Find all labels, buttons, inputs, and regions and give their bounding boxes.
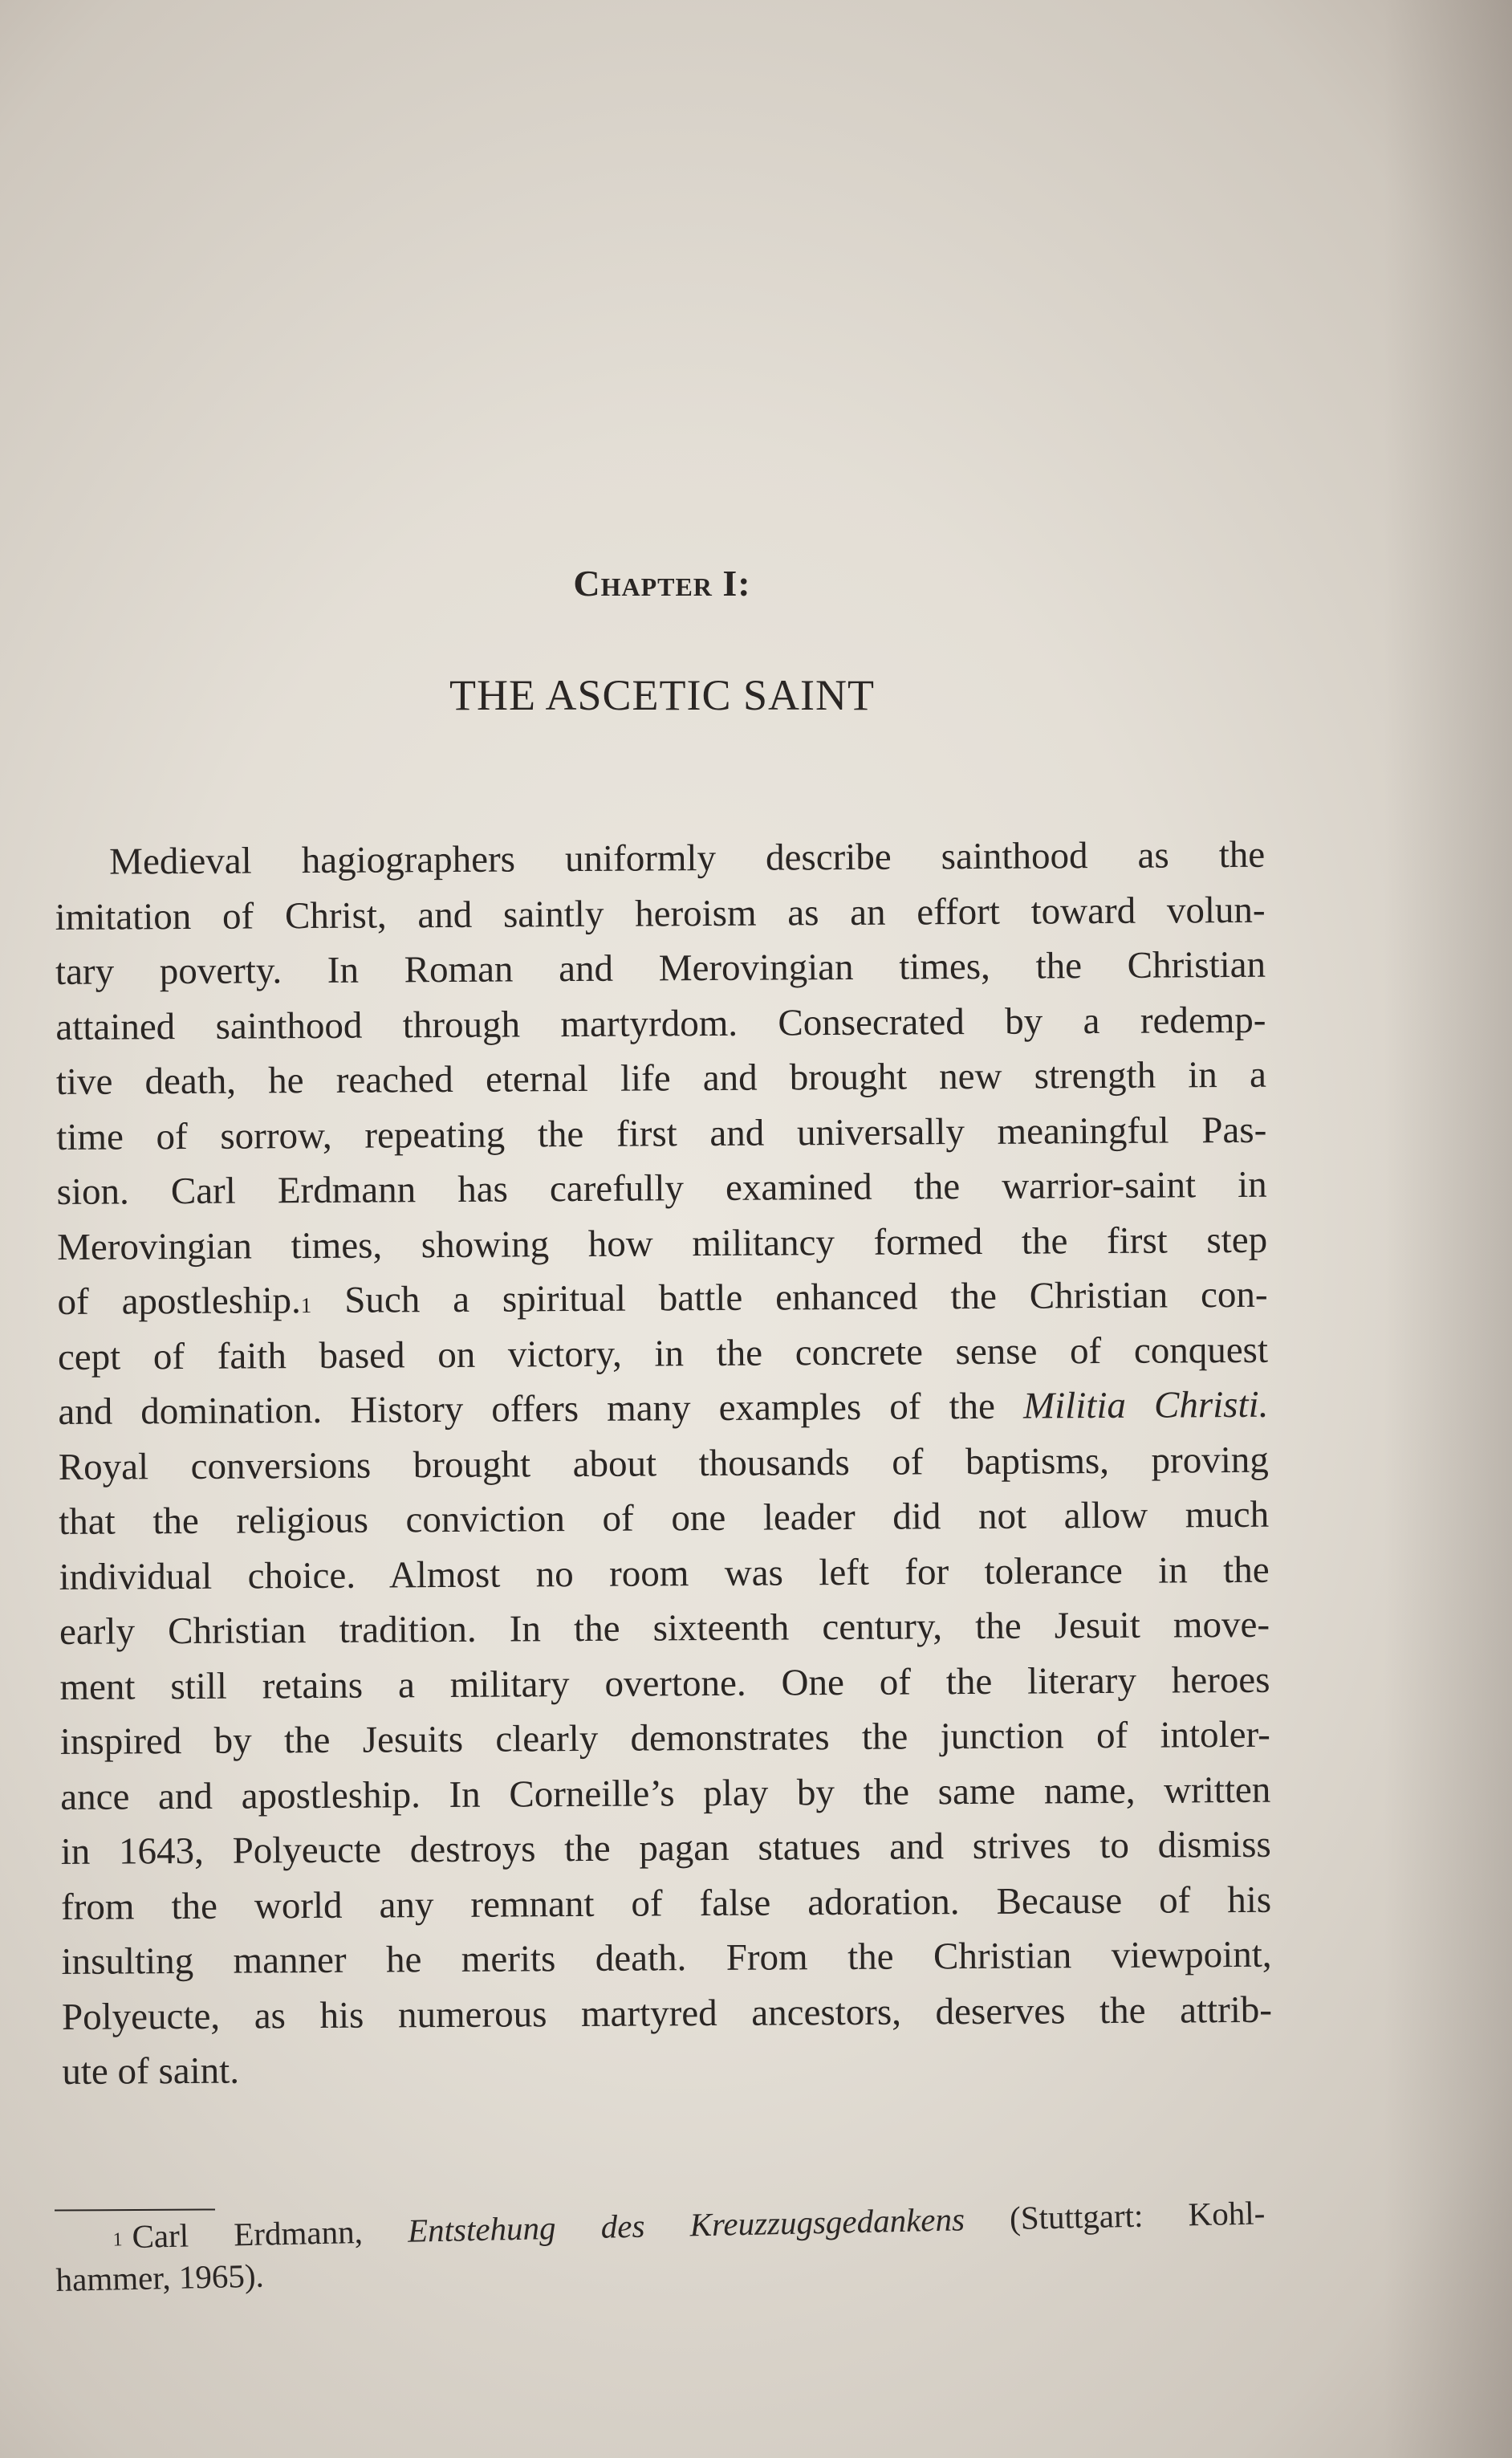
text-segment: of apostleship. xyxy=(57,1280,301,1323)
text-line xyxy=(57,1268,1267,1330)
text-segment: Such a spiritual battle enhanced the Christian con- xyxy=(344,1273,1268,1321)
text-line: ute of saint. xyxy=(62,2049,240,2093)
text-line: ance and apostleship. In Corneille’s play by the same name, written xyxy=(60,1768,1271,1818)
footnote-author: Carl Erdmann, xyxy=(132,2212,364,2255)
footnote-reference: 1 xyxy=(300,1293,312,1318)
chapter-title: THE ASCETIC SAINT xyxy=(449,671,875,719)
text-line: Medieval hagiographers uniformly describe sainthood as the xyxy=(109,833,1266,883)
chapter-label: Chapter I: xyxy=(573,563,751,604)
text-line: sion. Carl Erdmann has carefully examined the warrior-saint in xyxy=(56,1163,1267,1213)
text-segment: and domination. History offers many examples of the xyxy=(58,1385,996,1433)
text-line: tive death, he reached eternal life and brought new strength in a xyxy=(55,1053,1267,1103)
text-line: time of sorrow, repeating the first and universally meaningful Pas- xyxy=(56,1109,1267,1158)
text-line: inspired by the Jesuits clearly demonstrates the junction of intoler- xyxy=(59,1713,1271,1763)
footnote-work-title: Entstehung des Kreuzzugsgedankens xyxy=(407,2200,965,2249)
text-line: insulting manner he merits death. From the Christian viewpoint, xyxy=(61,1933,1272,1983)
text-line: early Christian tradition. In the sixteenth century, the Jesuit move- xyxy=(59,1603,1270,1653)
text-line: that the religious conviction of one leader did not allow much xyxy=(59,1493,1270,1543)
text-line: in 1643, Polyeucte destroys the pagan statues and strives to dismiss xyxy=(60,1823,1271,1873)
footnote-line: hammer, 1965). xyxy=(55,2257,265,2298)
text-line: cept of faith based on victory, in the concrete sense of conquest xyxy=(57,1329,1269,1378)
text-line: Merovingian times, showing how militancy formed the first step xyxy=(56,1219,1268,1268)
text-line: ment still retains a military overtone. One of the literary heroes xyxy=(59,1658,1270,1708)
footnote xyxy=(55,2191,1266,2301)
text-line: individual choice. Almost no room was left for tolerance in the xyxy=(59,1548,1270,1598)
text-line: attained sainthood through martyrdom. Consecrated by a redemp- xyxy=(55,999,1266,1048)
text-line: Polyeucte, as his numerous martyred ancestors, deserves the attrib- xyxy=(61,1988,1273,2038)
text-line: tary poverty. In Roman and Merovingian times, the Christian xyxy=(55,943,1266,993)
page-edge-shadow xyxy=(1384,0,1512,2458)
footnote-publisher: (Stuttgart: Kohl- xyxy=(1009,2194,1266,2237)
text-line: from the world any remnant of false adoration. Because of his xyxy=(60,1878,1272,1928)
text-line: imitation of Christ, and saintly heroism as an effort toward volun- xyxy=(55,889,1266,938)
text-line xyxy=(58,1378,1268,1440)
footnote-number: 1 xyxy=(112,2229,123,2251)
italic-term: Militia Christi. xyxy=(1022,1383,1269,1427)
text-line: Royal conversions brought about thousands of baptisms, proving xyxy=(58,1439,1269,1488)
body-paragraph xyxy=(55,828,1273,2100)
footnote-divider xyxy=(55,2208,215,2211)
